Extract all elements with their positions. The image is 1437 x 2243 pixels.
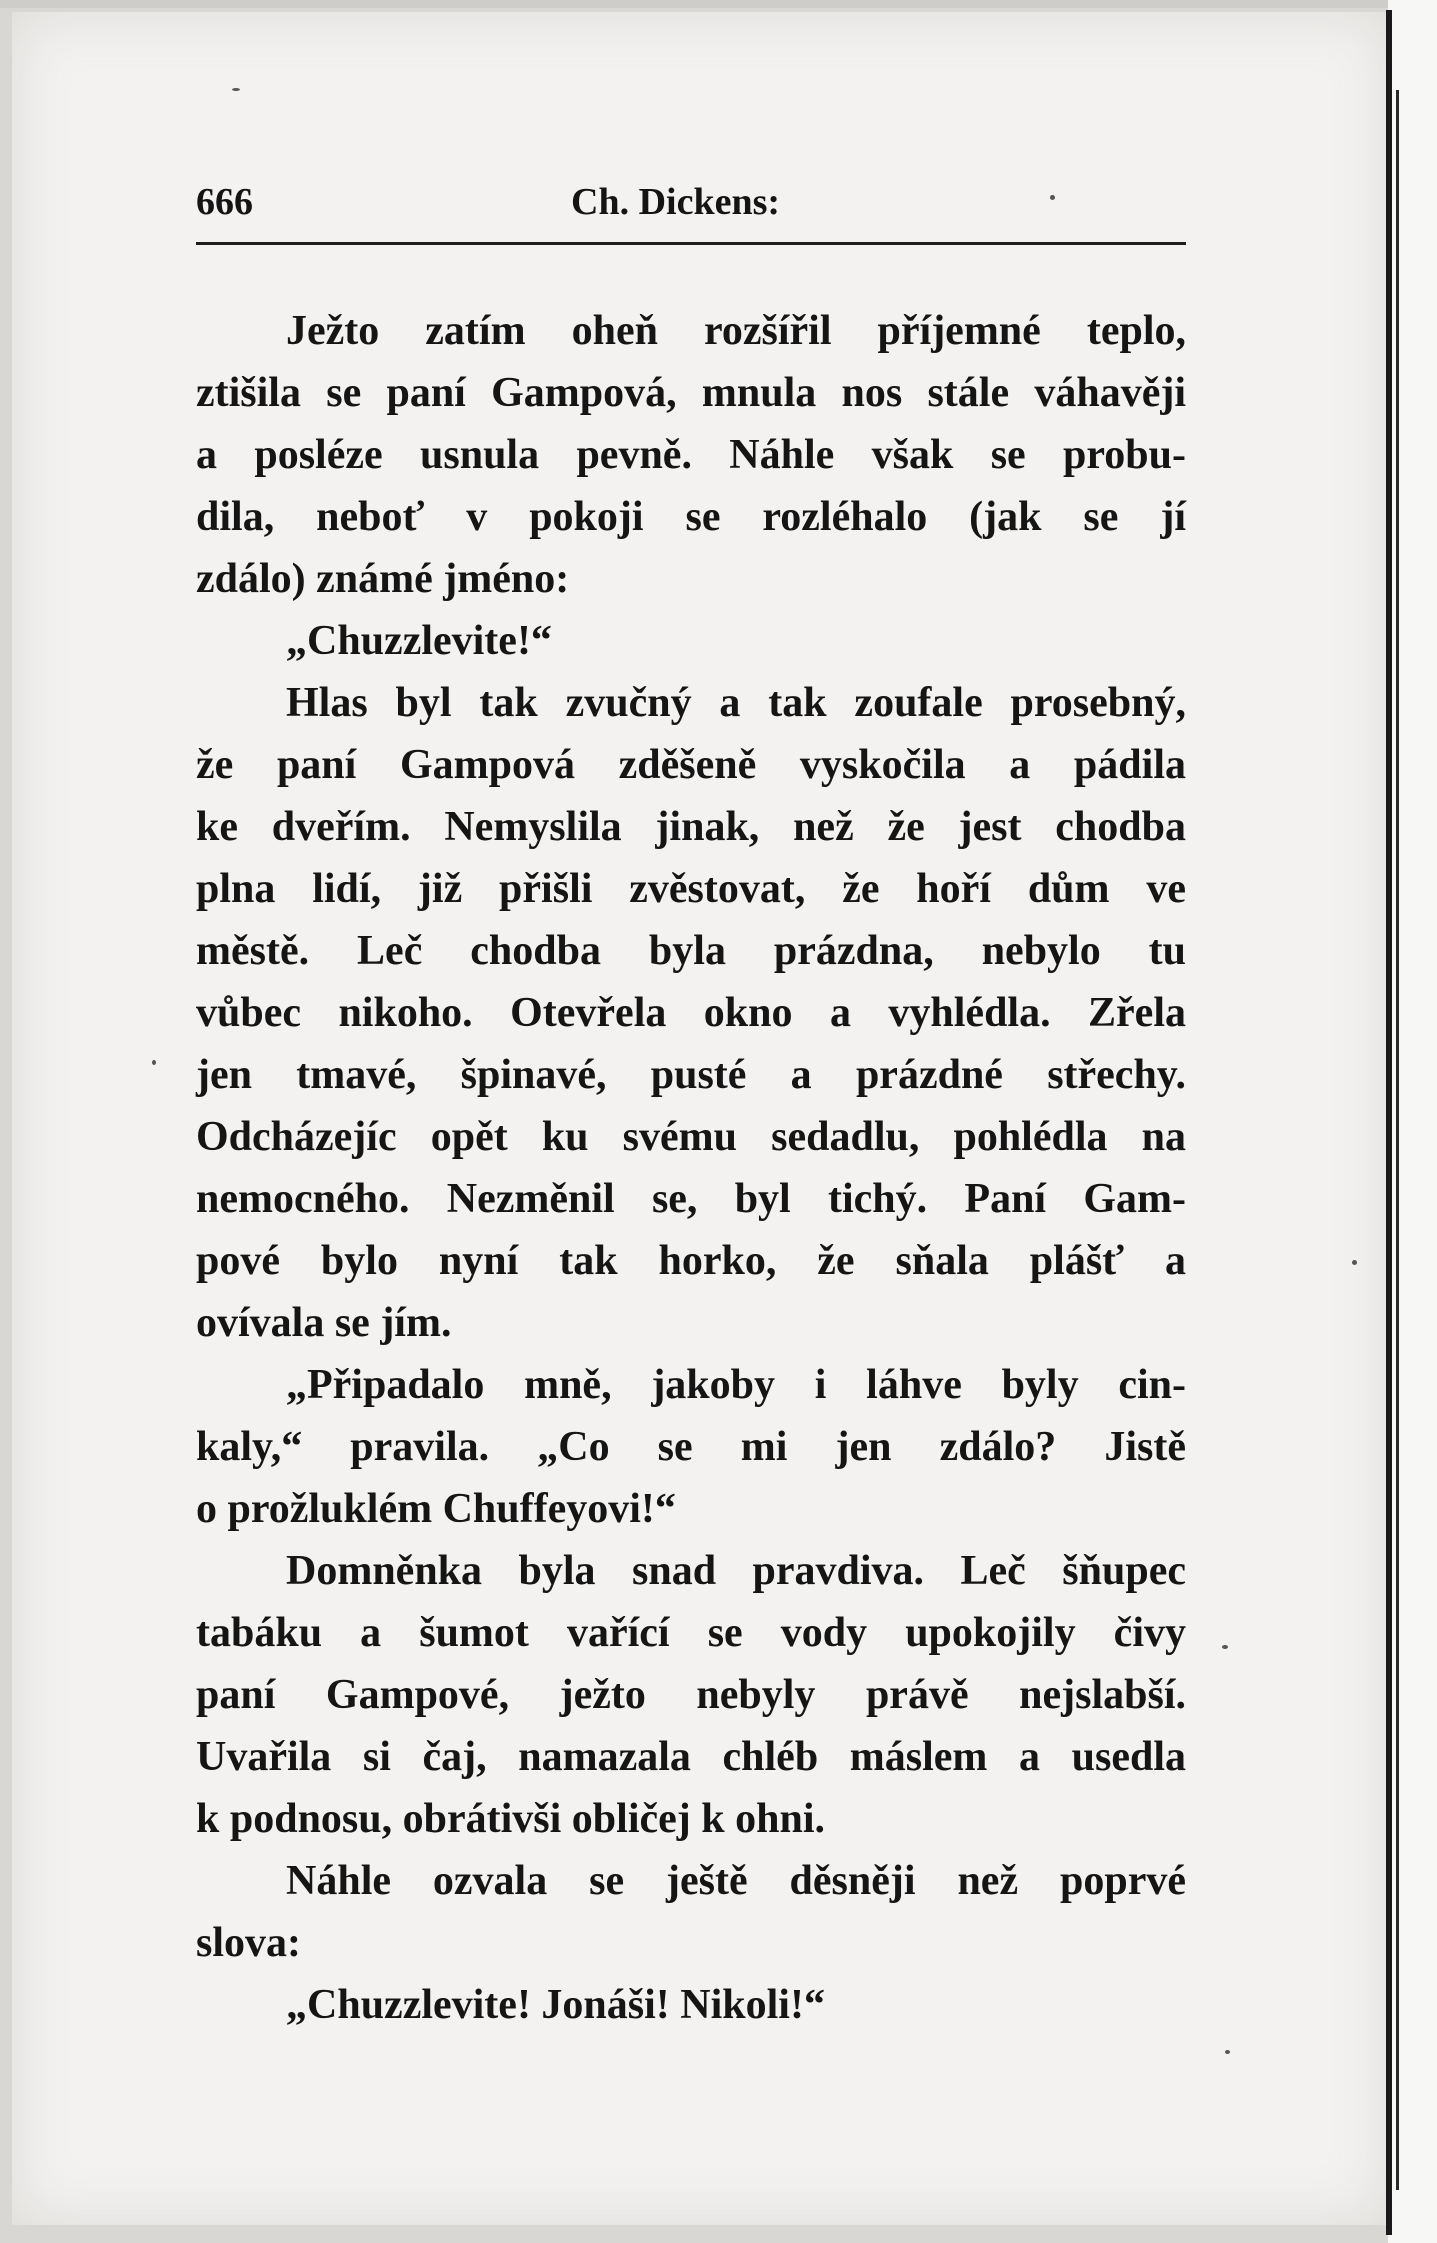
text-line: a posléze usnula pevně. Náhle však se probu- [196,432,1186,478]
text-line: městě. Leč chodba byla prázdna, nebylo tu [196,928,1186,974]
text-line: dila, neboť v pokoji se rozléhalo (jak se jí [196,494,1186,540]
scan-speck [1222,1645,1228,1649]
text-line: plna lidí, již přišli zvěstovat, že hoří dům ve [196,866,1186,912]
scan-speck [1050,195,1055,200]
text-line: paní Gampové, ježto nebyly právě nejslabší. [196,1672,1186,1718]
text-line: nemocného. Nezměnil se, byl tichý. Paní Gam- [196,1176,1186,1222]
text-line: o prožluklém Chuffeyovi!“ [196,1486,676,1532]
text-line: Hlas byl tak zvučný a tak zoufale prosebný, [286,680,1186,726]
scan-speck [1225,2050,1230,2054]
text-line: vůbec nikoho. Otevřela okno a vyhlédla. Zřela [196,990,1186,1036]
binding-edge-shadow [1396,90,1399,2190]
text-line: „Připadalo mně, jakoby i láhve byly cin- [286,1362,1186,1408]
text-line: tabáku a šumot vařící se vody upokojily čivy [196,1610,1186,1656]
text-line: Náhle ozvala se ještě děsněji než poprvé [286,1858,1186,1904]
text-line: k podnosu, obrátivši obličej k ohni. [196,1796,826,1842]
text-line: zdálo) známé jméno: [196,556,570,602]
scan-speck [232,88,240,91]
text-line: „Chuzzlevite! Jonáši! Nikoli!“ [286,1982,825,2028]
text-line: Uvařila si čaj, namazala chléb máslem a usedla [196,1734,1186,1780]
text-line: ztišila se paní Gampová, mnula nos stále váhavěji [196,370,1186,416]
text-line: že paní Gampová zděšeně vyskočila a pádila [196,742,1186,788]
body-text [196,300,1196,2036]
text-line: kaly,“ pravila. „Co se mi jen zdálo? Jistě [196,1424,1186,1470]
scan-speck [1352,1260,1357,1265]
page-number: 666 [196,181,253,223]
text-line: Odcházejíc opět ku svému sedadlu, pohlédla na [196,1114,1186,1160]
running-header [196,180,1186,242]
text-line: pové bylo nyní tak horko, že sňala plášť a [196,1238,1186,1284]
scan-top-edge [0,0,1437,8]
text-line: Domněnka byla snad pravdiva. Leč šňupec [286,1548,1186,1594]
text-line: jen tmavé, špinavé, pusté a prázdné střechy. [196,1052,1186,1098]
text-line: „Chuzzlevite!“ [286,618,552,664]
text-line: Ježto zatím oheň rozšířil příjemné teplo, [286,308,1186,354]
running-title: Ch. Dickens: [571,181,781,223]
header-rule [196,242,1186,245]
text-line: slova: [196,1920,301,1966]
binding-edge-line [1386,10,1392,2235]
scan-speck [152,1060,156,1065]
text-line: ovívala se jím. [196,1300,452,1346]
text-line: ke dveřím. Nemyslila jinak, než že jest chodba [196,804,1186,850]
